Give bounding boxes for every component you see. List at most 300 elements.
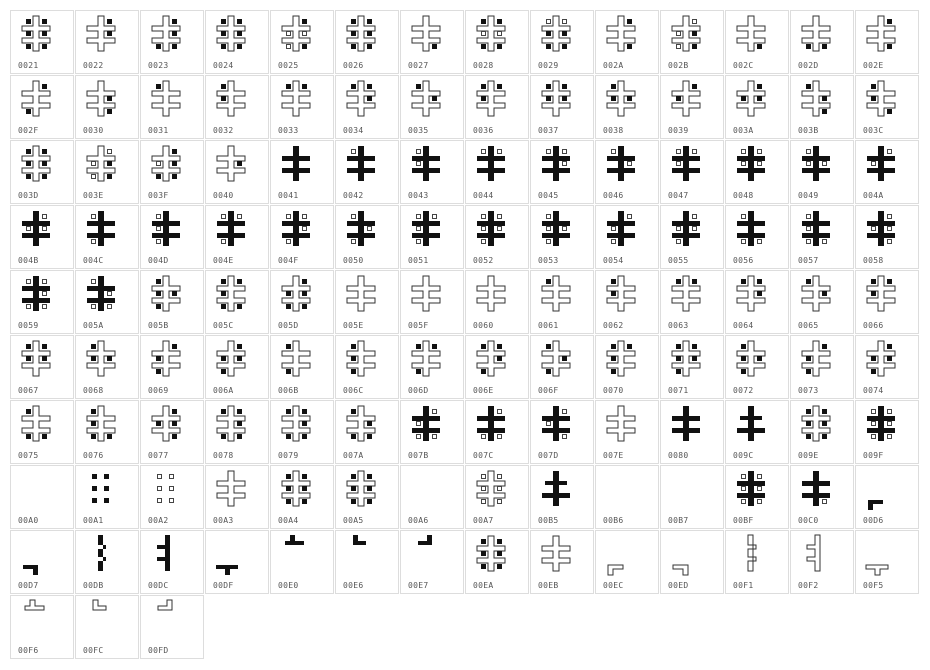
- glyph-cell[interactable]: [400, 270, 464, 334]
- hollow-dot: [758, 162, 762, 166]
- filled-dot: [26, 409, 31, 414]
- glyph-cell[interactable]: [205, 205, 269, 269]
- hollow-dot: [628, 162, 632, 166]
- glyph-cell[interactable]: [530, 530, 594, 594]
- glyph-code: 00B6: [603, 516, 624, 525]
- hollow-dot: [108, 305, 112, 309]
- glyph-code: 009F: [863, 451, 884, 460]
- glyph-cell[interactable]: [10, 335, 74, 399]
- glyph-cell[interactable]: [10, 10, 74, 74]
- filled-dot: [237, 31, 242, 36]
- glyph-code: 00E0: [278, 581, 299, 590]
- glyph-cell[interactable]: [400, 10, 464, 74]
- filled-dot: [757, 279, 762, 284]
- filled-dot: [757, 44, 762, 49]
- glyph-cell[interactable]: [140, 595, 204, 659]
- filled-dot: [497, 564, 502, 569]
- glyph-code: 0052: [473, 256, 494, 265]
- glyph-cell[interactable]: [140, 465, 204, 529]
- glyph-cell[interactable]: [400, 75, 464, 139]
- filled-dot: [107, 356, 112, 361]
- filled-dot: [497, 356, 502, 361]
- glyph-cell[interactable]: [205, 335, 269, 399]
- glyph-cell[interactable]: [270, 140, 334, 204]
- filled-dot: [286, 84, 291, 89]
- glyph-cell[interactable]: [465, 10, 529, 74]
- glyph-cell[interactable]: [530, 10, 594, 74]
- filled-dot: [107, 31, 112, 36]
- glyph-cell[interactable]: [270, 335, 334, 399]
- glyph-cell[interactable]: [855, 205, 919, 269]
- glyph-cell[interactable]: [725, 530, 789, 594]
- hollow-dot: [417, 162, 421, 166]
- glyph-code: 0064: [733, 321, 754, 330]
- filled-dot: [562, 84, 567, 89]
- filled-dot: [26, 434, 31, 439]
- glyph-cell[interactable]: [465, 270, 529, 334]
- glyph-cell[interactable]: [75, 205, 139, 269]
- filled-dot: [221, 96, 226, 101]
- glyph-cell[interactable]: [790, 335, 854, 399]
- filled-dot: [286, 434, 291, 439]
- filled-dot: [692, 279, 697, 284]
- glyph-cell[interactable]: [725, 335, 789, 399]
- filled-dot: [676, 344, 681, 349]
- hollow-dot: [498, 150, 502, 154]
- glyph-cell[interactable]: [140, 205, 204, 269]
- glyph-cell[interactable]: [595, 400, 659, 464]
- glyph-cell[interactable]: [270, 270, 334, 334]
- glyph-cell[interactable]: [335, 10, 399, 74]
- filled-dot: [676, 96, 681, 101]
- glyph-cell[interactable]: [335, 400, 399, 464]
- glyph-cell[interactable]: [660, 465, 724, 529]
- glyph-code: 0066: [863, 321, 884, 330]
- glyph-cell[interactable]: [10, 270, 74, 334]
- glyph-cell[interactable]: [140, 400, 204, 464]
- glyph-cell[interactable]: [855, 140, 919, 204]
- glyph-cell[interactable]: [530, 205, 594, 269]
- glyph-cell[interactable]: [530, 465, 594, 529]
- hollow-dot: [482, 500, 486, 504]
- glyph-code: 007E: [603, 451, 624, 460]
- hollow-dot: [170, 499, 174, 503]
- glyph-cell[interactable]: [595, 465, 659, 529]
- filled-dot: [351, 344, 356, 349]
- filled-dot: [351, 19, 356, 24]
- glyph-cell[interactable]: [270, 10, 334, 74]
- glyph-code: 003A: [733, 126, 754, 135]
- glyph-code: 009C: [733, 451, 754, 460]
- glyph-code: 00C0: [798, 516, 819, 525]
- glyph-cell[interactable]: [725, 465, 789, 529]
- filled-dot: [481, 539, 486, 544]
- filled-dot: [42, 356, 47, 361]
- hollow-dot: [677, 45, 681, 49]
- glyph-cell[interactable]: [660, 400, 724, 464]
- filled-dot: [822, 344, 827, 349]
- filled-dot: [237, 434, 242, 439]
- glyph-code: 0029: [538, 61, 559, 70]
- glyph-cell[interactable]: [205, 75, 269, 139]
- glyph-cell[interactable]: [725, 140, 789, 204]
- glyph-cell[interactable]: [790, 465, 854, 529]
- filled-dot: [221, 409, 226, 414]
- filled-dot: [156, 174, 161, 179]
- hollow-dot: [693, 20, 697, 24]
- glyph-cell[interactable]: [75, 75, 139, 139]
- glyph-cell[interactable]: [465, 75, 529, 139]
- filled-dot: [887, 44, 892, 49]
- glyph-cell[interactable]: [790, 205, 854, 269]
- glyph-cell[interactable]: [530, 270, 594, 334]
- filled-dot: [172, 291, 177, 296]
- glyph-cell[interactable]: [725, 400, 789, 464]
- glyph-cross: [672, 406, 700, 441]
- glyph-cell[interactable]: [270, 465, 334, 529]
- hollow-dot: [742, 240, 746, 244]
- filled-dot: [806, 44, 811, 49]
- glyph-cell[interactable]: [335, 140, 399, 204]
- hollow-dot: [92, 305, 96, 309]
- glyph-cell[interactable]: [140, 140, 204, 204]
- glyph-cell[interactable]: [790, 75, 854, 139]
- hollow-dot: [742, 475, 746, 479]
- filled-dot: [546, 96, 551, 101]
- glyph-cross: [282, 146, 310, 181]
- hollow-dot: [498, 435, 502, 439]
- glyph-cell[interactable]: [725, 75, 789, 139]
- hollow-dot: [287, 32, 291, 36]
- glyph-code: 0067: [18, 386, 39, 395]
- filled-dot: [26, 174, 31, 179]
- glyph-code: 0039: [668, 126, 689, 135]
- filled-dot: [221, 434, 226, 439]
- glyph-cross: [542, 471, 570, 506]
- filled-dot: [741, 96, 746, 101]
- glyph-cell[interactable]: [660, 270, 724, 334]
- glyph-code: 002C: [733, 61, 754, 70]
- glyph-cell[interactable]: [75, 465, 139, 529]
- filled-dot: [497, 344, 502, 349]
- filled-dot: [497, 19, 502, 24]
- glyph-cell[interactable]: [790, 270, 854, 334]
- glyph-cross: [347, 276, 375, 311]
- filled-dot: [221, 19, 226, 24]
- glyph-cell[interactable]: [10, 595, 74, 659]
- glyph-cell[interactable]: [530, 140, 594, 204]
- glyph-cell[interactable]: [75, 400, 139, 464]
- hollow-dot: [807, 227, 811, 231]
- glyph-cell[interactable]: [335, 75, 399, 139]
- filled-dot: [611, 96, 616, 101]
- filled-dot: [676, 279, 681, 284]
- glyph-cell[interactable]: [400, 335, 464, 399]
- glyph-cell[interactable]: [855, 75, 919, 139]
- glyph-cell[interactable]: [595, 140, 659, 204]
- glyph-cell[interactable]: [855, 465, 919, 529]
- filled-dot: [806, 369, 811, 374]
- filled-dot: [822, 109, 827, 114]
- glyph-cell[interactable]: [75, 530, 139, 594]
- glyph-cell[interactable]: [595, 10, 659, 74]
- hollow-dot: [758, 475, 762, 479]
- glyph-code: 007D: [538, 451, 559, 460]
- glyph-code: 0049: [798, 191, 819, 200]
- hollow-dot: [888, 410, 892, 414]
- glyph-cell[interactable]: [335, 335, 399, 399]
- filled-dot: [172, 174, 177, 179]
- hollow-dot: [287, 45, 291, 49]
- glyph-cell[interactable]: [660, 75, 724, 139]
- hollow-dot: [498, 500, 502, 504]
- glyph-cell[interactable]: [140, 530, 204, 594]
- glyph-code: 004F: [278, 256, 299, 265]
- hollow-dot: [563, 20, 567, 24]
- glyph-cell[interactable]: [465, 140, 529, 204]
- glyph-cell[interactable]: [140, 270, 204, 334]
- glyph-cell[interactable]: [270, 400, 334, 464]
- glyph-cell[interactable]: [75, 595, 139, 659]
- hollow-dot: [43, 227, 47, 231]
- glyph-code: 005F: [408, 321, 429, 330]
- glyph-cell[interactable]: [660, 10, 724, 74]
- filled-dot: [871, 84, 876, 89]
- glyph-cell[interactable]: [595, 75, 659, 139]
- glyph-cell[interactable]: [270, 75, 334, 139]
- hollow-dot: [352, 240, 356, 244]
- filled-dot: [351, 486, 356, 491]
- hollow-dot: [482, 150, 486, 154]
- corner-stroke: [285, 535, 304, 545]
- glyph-code: 0068: [83, 386, 104, 395]
- filled-dot: [481, 96, 486, 101]
- glyph-code: 00F5: [863, 581, 884, 590]
- hollow-dot: [92, 215, 96, 219]
- glyph-cell[interactable]: [335, 205, 399, 269]
- filled-dot: [367, 96, 372, 101]
- glyph-code: 003B: [798, 126, 819, 135]
- filled-dot: [237, 421, 242, 426]
- glyph-code: 0040: [213, 191, 234, 200]
- filled-dot: [221, 31, 226, 36]
- glyph-code: 0055: [668, 256, 689, 265]
- filled-dot: [172, 434, 177, 439]
- filled-dot: [871, 369, 876, 374]
- glyph-cell[interactable]: [400, 400, 464, 464]
- hollow-dot: [677, 150, 681, 154]
- hollow-dot: [823, 500, 827, 504]
- filled-dot: [481, 551, 486, 556]
- glyph-cell[interactable]: [855, 335, 919, 399]
- glyph-cell[interactable]: [205, 270, 269, 334]
- filled-dot: [221, 279, 226, 284]
- glyph-cell[interactable]: [595, 530, 659, 594]
- filled-dot: [497, 84, 502, 89]
- hollow-dot: [482, 240, 486, 244]
- glyph-cell[interactable]: [75, 140, 139, 204]
- glyph-cross: [737, 406, 765, 441]
- glyph-cell[interactable]: [335, 270, 399, 334]
- glyph-cell[interactable]: [530, 400, 594, 464]
- glyph-code: 005C: [213, 321, 234, 330]
- hollow-dot: [482, 227, 486, 231]
- glyph-code: 00F2: [798, 581, 819, 590]
- glyph-cell[interactable]: [465, 465, 529, 529]
- glyph-cell[interactable]: [465, 205, 529, 269]
- glyph-cell[interactable]: [140, 75, 204, 139]
- filled-dot: [546, 44, 551, 49]
- glyph-cell[interactable]: [400, 140, 464, 204]
- glyph-code: 0079: [278, 451, 299, 460]
- glyph-cell[interactable]: [660, 335, 724, 399]
- hollow-dot: [417, 227, 421, 231]
- glyph-cell[interactable]: [140, 335, 204, 399]
- glyph-cell[interactable]: [660, 140, 724, 204]
- glyph-code: 0046: [603, 191, 624, 200]
- hollow-dot: [498, 487, 502, 491]
- glyph-cell[interactable]: [205, 140, 269, 204]
- hollow-dot: [547, 215, 551, 219]
- glyph-cell[interactable]: [725, 10, 789, 74]
- glyph-cell[interactable]: [595, 335, 659, 399]
- glyph-code: 0070: [603, 386, 624, 395]
- hollow-dot: [43, 305, 47, 309]
- filled-dot: [887, 19, 892, 24]
- filled-dot: [611, 291, 616, 296]
- glyph-cell[interactable]: [10, 75, 74, 139]
- glyph-cell[interactable]: [10, 465, 74, 529]
- glyph-cell[interactable]: [10, 400, 74, 464]
- glyph-cell[interactable]: [400, 530, 464, 594]
- glyph-code: 003D: [18, 191, 39, 200]
- glyph-code: 003F: [148, 191, 169, 200]
- glyph-cell[interactable]: [270, 205, 334, 269]
- filled-dot: [26, 109, 31, 114]
- glyph-cell[interactable]: [465, 400, 529, 464]
- glyph-code: 0042: [343, 191, 364, 200]
- hollow-dot: [482, 435, 486, 439]
- hollow-dot: [27, 305, 31, 309]
- glyph-cell[interactable]: [335, 530, 399, 594]
- glyph-cell[interactable]: [75, 335, 139, 399]
- filled-dot: [692, 84, 697, 89]
- glyph-cell[interactable]: [790, 10, 854, 74]
- filled-dot: [302, 19, 307, 24]
- hollow-dot: [157, 215, 161, 219]
- filled-dot: [546, 369, 551, 374]
- filled-dot: [806, 84, 811, 89]
- glyph-code: 00F1: [733, 581, 754, 590]
- hollow-dot: [807, 162, 811, 166]
- filled-dot: [172, 421, 177, 426]
- filled-dot: [237, 19, 242, 24]
- glyph-cell[interactable]: [725, 270, 789, 334]
- glyph-code: 0036: [473, 126, 494, 135]
- filled-dot: [156, 369, 161, 374]
- glyph-cell[interactable]: [855, 530, 919, 594]
- filled-dot: [26, 44, 31, 49]
- glyph-cell[interactable]: [660, 205, 724, 269]
- glyph-cell[interactable]: [205, 530, 269, 594]
- glyph-cell[interactable]: [335, 465, 399, 529]
- glyph-cell[interactable]: [465, 335, 529, 399]
- glyph-code: 0059: [18, 321, 39, 330]
- glyph-cell[interactable]: [855, 10, 919, 74]
- glyph-cell[interactable]: [75, 10, 139, 74]
- glyph-cell[interactable]: [725, 205, 789, 269]
- glyph-cell[interactable]: [530, 75, 594, 139]
- hollow-dot: [303, 32, 307, 36]
- glyph-code: 004B: [18, 256, 39, 265]
- glyph-cell[interactable]: [270, 530, 334, 594]
- glyph-cell[interactable]: [790, 530, 854, 594]
- filled-dot: [351, 44, 356, 49]
- glyph-cell[interactable]: [400, 205, 464, 269]
- filled-dot: [822, 96, 827, 101]
- glyph-cell[interactable]: [205, 400, 269, 464]
- filled-dot: [302, 486, 307, 491]
- filled-dot: [757, 84, 762, 89]
- glyph-code: 004C: [83, 256, 104, 265]
- hollow-dot: [498, 32, 502, 36]
- glyph-cell[interactable]: [855, 400, 919, 464]
- hollow-dot: [43, 215, 47, 219]
- glyph-cell[interactable]: [790, 140, 854, 204]
- filled-dot: [351, 499, 356, 504]
- glyph-code: 0054: [603, 256, 624, 265]
- glyph-code: 0080: [668, 451, 689, 460]
- glyph-cell[interactable]: [465, 530, 529, 594]
- glyph-code: 0060: [473, 321, 494, 330]
- filled-dot: [286, 369, 291, 374]
- glyph-cell[interactable]: [205, 10, 269, 74]
- glyph-code: 002D: [798, 61, 819, 70]
- filled-dot: [871, 356, 876, 361]
- glyph-cell[interactable]: [10, 140, 74, 204]
- glyph-code: 00EA: [473, 581, 494, 590]
- glyph-cell[interactable]: [75, 270, 139, 334]
- glyph-cell[interactable]: [400, 465, 464, 529]
- glyph-code: 0021: [18, 61, 39, 70]
- glyph-cell[interactable]: [660, 530, 724, 594]
- filled-dot: [822, 434, 827, 439]
- glyph-cell[interactable]: [790, 400, 854, 464]
- filled-dot: [367, 44, 372, 49]
- glyph-cell[interactable]: [595, 270, 659, 334]
- glyph-code: 0076: [83, 451, 104, 460]
- hollow-dot: [482, 487, 486, 491]
- glyph-cell[interactable]: [855, 270, 919, 334]
- glyph-cell[interactable]: [10, 205, 74, 269]
- glyph-code: 00E7: [408, 581, 429, 590]
- glyph-code: 0032: [213, 126, 234, 135]
- hollow-dot: [807, 150, 811, 154]
- glyph-cell[interactable]: [140, 10, 204, 74]
- filled-dot: [416, 84, 421, 89]
- glyph-code: 00B5: [538, 516, 559, 525]
- glyph-cell[interactable]: [205, 465, 269, 529]
- filled-dot: [42, 44, 47, 49]
- hollow-dot: [563, 150, 567, 154]
- glyph-code: 0022: [83, 61, 104, 70]
- glyph-code: 0061: [538, 321, 559, 330]
- glyph-cell[interactable]: [530, 335, 594, 399]
- glyph-code: 00FC: [83, 646, 104, 655]
- glyph-cell[interactable]: [595, 205, 659, 269]
- glyph-cell[interactable]: [10, 530, 74, 594]
- glyph-code: 004A: [863, 191, 884, 200]
